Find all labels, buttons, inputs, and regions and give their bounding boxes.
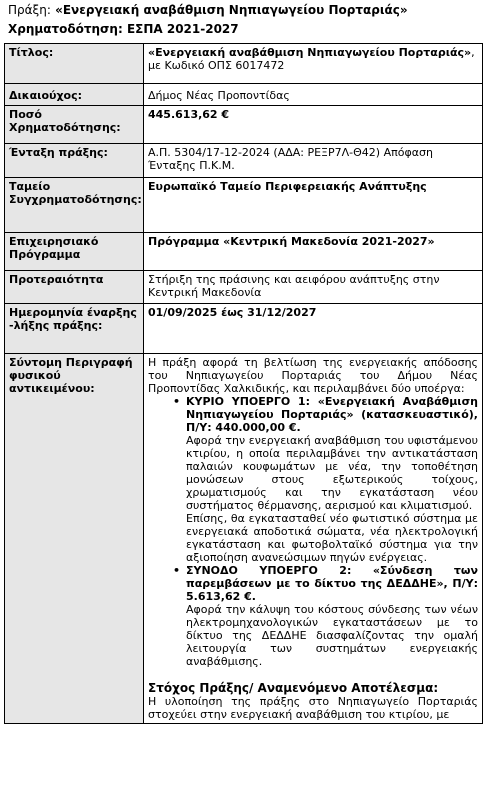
program-value: Πρόγραμμα «Κεντρική Μακεδονία 2021-2027» xyxy=(144,233,483,271)
table-row-dates xyxy=(5,304,483,354)
funding-heading-label: Χρηματοδότηση: xyxy=(8,22,123,36)
title-value xyxy=(144,44,483,84)
description-value xyxy=(144,354,483,724)
subproject-1-text-2: Επίσης, θα εγκατασταθεί νέο φωτιστικό σύστημα με ενεργειακά αποδοτικά σώματα, νέα ηλεκτρολογική εγκατάσταση και φωτοβολταϊκό σύστημα για την αξιοποίηση ανανεώσιμων πηγών ενέργειας. xyxy=(186,512,478,564)
funding-heading xyxy=(8,22,239,37)
table-row-fund xyxy=(5,178,483,233)
subproject-1-item xyxy=(148,395,478,434)
goal-text: Η υλοποίηση της πράξης στο Νηπιαγωγείο Πορταριάς στοχεύει στην ενεργειακή αναβάθμιση του κτιρίου, με xyxy=(148,695,478,721)
project-heading xyxy=(8,3,408,18)
table-row-amount xyxy=(5,106,483,144)
spacer xyxy=(148,668,478,681)
funding-heading-program: ΕΣΠΑ 2021-2027 xyxy=(126,22,239,36)
table-row-inclusion xyxy=(5,144,483,178)
priority-value: Στήριξη της πράσινης και αειφόρου ανάπτυξης στην Κεντρική Μακεδονία xyxy=(144,271,483,304)
description-label: Σύντομη Περιγραφή φυσικού αντικειμένου: xyxy=(5,354,144,724)
amount-value: 445.613,62 € xyxy=(144,106,483,144)
beneficiary-label: Δικαιούχος: xyxy=(5,84,144,106)
project-heading-label: Πράξη: xyxy=(8,3,51,17)
beneficiary-value: Δήμος Νέας Προποντίδας xyxy=(144,84,483,106)
bullet-icon: • xyxy=(173,395,181,408)
table-row-beneficiary xyxy=(5,84,483,106)
subproject-1-text-1: Αφορά την ενεργειακή αναβάθμιση του υφιστάμενου κτιρίου, η οποία περιλαμβάνει την αντικατάσταση παλαιών κουφωμάτων με νέα, την τοποθέτηση μονώσεων στους εξωτερικούς τοίχους, χρωματισμούς και την εγκατάσταση νέου συστήματος θέρμανσης, αερισμού και κλιματισμού. xyxy=(186,434,478,512)
table-row-title xyxy=(5,44,483,84)
goal-title: Στόχος Πράξης/ Αναμενόμενο Αποτέλεσμα: xyxy=(148,681,439,695)
title-value-suffix: , με Κωδικό ΟΠΣ 6017472 xyxy=(148,46,475,72)
dates-value: 01/09/2025 έως 31/12/2027 xyxy=(144,304,483,354)
table-row-description xyxy=(5,354,483,724)
dates-label: Ημερομηνία έναρξης -λήξης πράξης: xyxy=(5,304,144,354)
description-intro: Η πράξη αφορά τη βελτίωση της ενεργειακής απόδοσης του Νηπιαγωγείου Πορταριάς του Δήμου Νέας Προποντίδας Χαλκιδικής, και περιλαμβάνει δύο υποέργα: xyxy=(148,356,478,395)
subproject-2-title: ΣΥΝΟΔΟ ΥΠΟΕΡΓΟ 2: «Σύνδεση των παρεμβάσεων με το δίκτυο της ΔΕΔΔΗΕ», Π/Υ: 5.613,62 €. xyxy=(186,564,478,603)
subproject-2-text: Αφορά την κάλυψη του κόστους σύνδεσης των νέων ηλεκτρομηχανολογικών εγκαταστάσεων με το δίκτυο της ΔΕΔΔΗΕ διασφαλίζοντας την ομαλή λειτουργία των συστημάτων ενεργειακής αναβάθμισης. xyxy=(186,603,478,668)
table-row-program xyxy=(5,233,483,271)
title-label: Τίτλος: xyxy=(5,44,144,84)
fund-label: Ταμείο Συγχρηματοδότησης: xyxy=(5,178,144,233)
subproject-2-item xyxy=(148,564,478,603)
program-label: Επιχειρησιακό Πρόγραμμα xyxy=(5,233,144,271)
title-value-bold: «Ενεργειακή αναβάθμιση Νηπιαγωγείου Πορταριάς» xyxy=(148,46,472,59)
project-info-table xyxy=(4,43,483,724)
amount-label: Ποσό Χρηματοδότησης: xyxy=(5,106,144,144)
subproject-1-title: ΚΥΡΙΟ ΥΠΟΕΡΓΟ 1: «Ενεργειακή Αναβάθμιση Νηπιαγωγείου Πορταριάς» (κατασκευαστικό), Π/Υ: 440.000,00 €. xyxy=(186,395,478,434)
inclusion-value: Α.Π. 5304/17-12-2024 (ΑΔΑ: ΡΕΞΡ7Λ-Θ42) Απόφαση Ένταξης Π.Κ.Μ. xyxy=(144,144,483,178)
fund-value: Ευρωπαϊκό Ταμείο Περιφερειακής Ανάπτυξης xyxy=(144,178,483,233)
priority-label: Προτεραιότητα xyxy=(5,271,144,304)
inclusion-label: Ένταξη πράξης: xyxy=(5,144,144,178)
table-row-priority xyxy=(5,271,483,304)
bullet-icon: • xyxy=(173,564,181,577)
project-heading-title: «Ενεργειακή αναβάθμιση Νηπιαγωγείου Πορταριάς» xyxy=(55,3,408,17)
